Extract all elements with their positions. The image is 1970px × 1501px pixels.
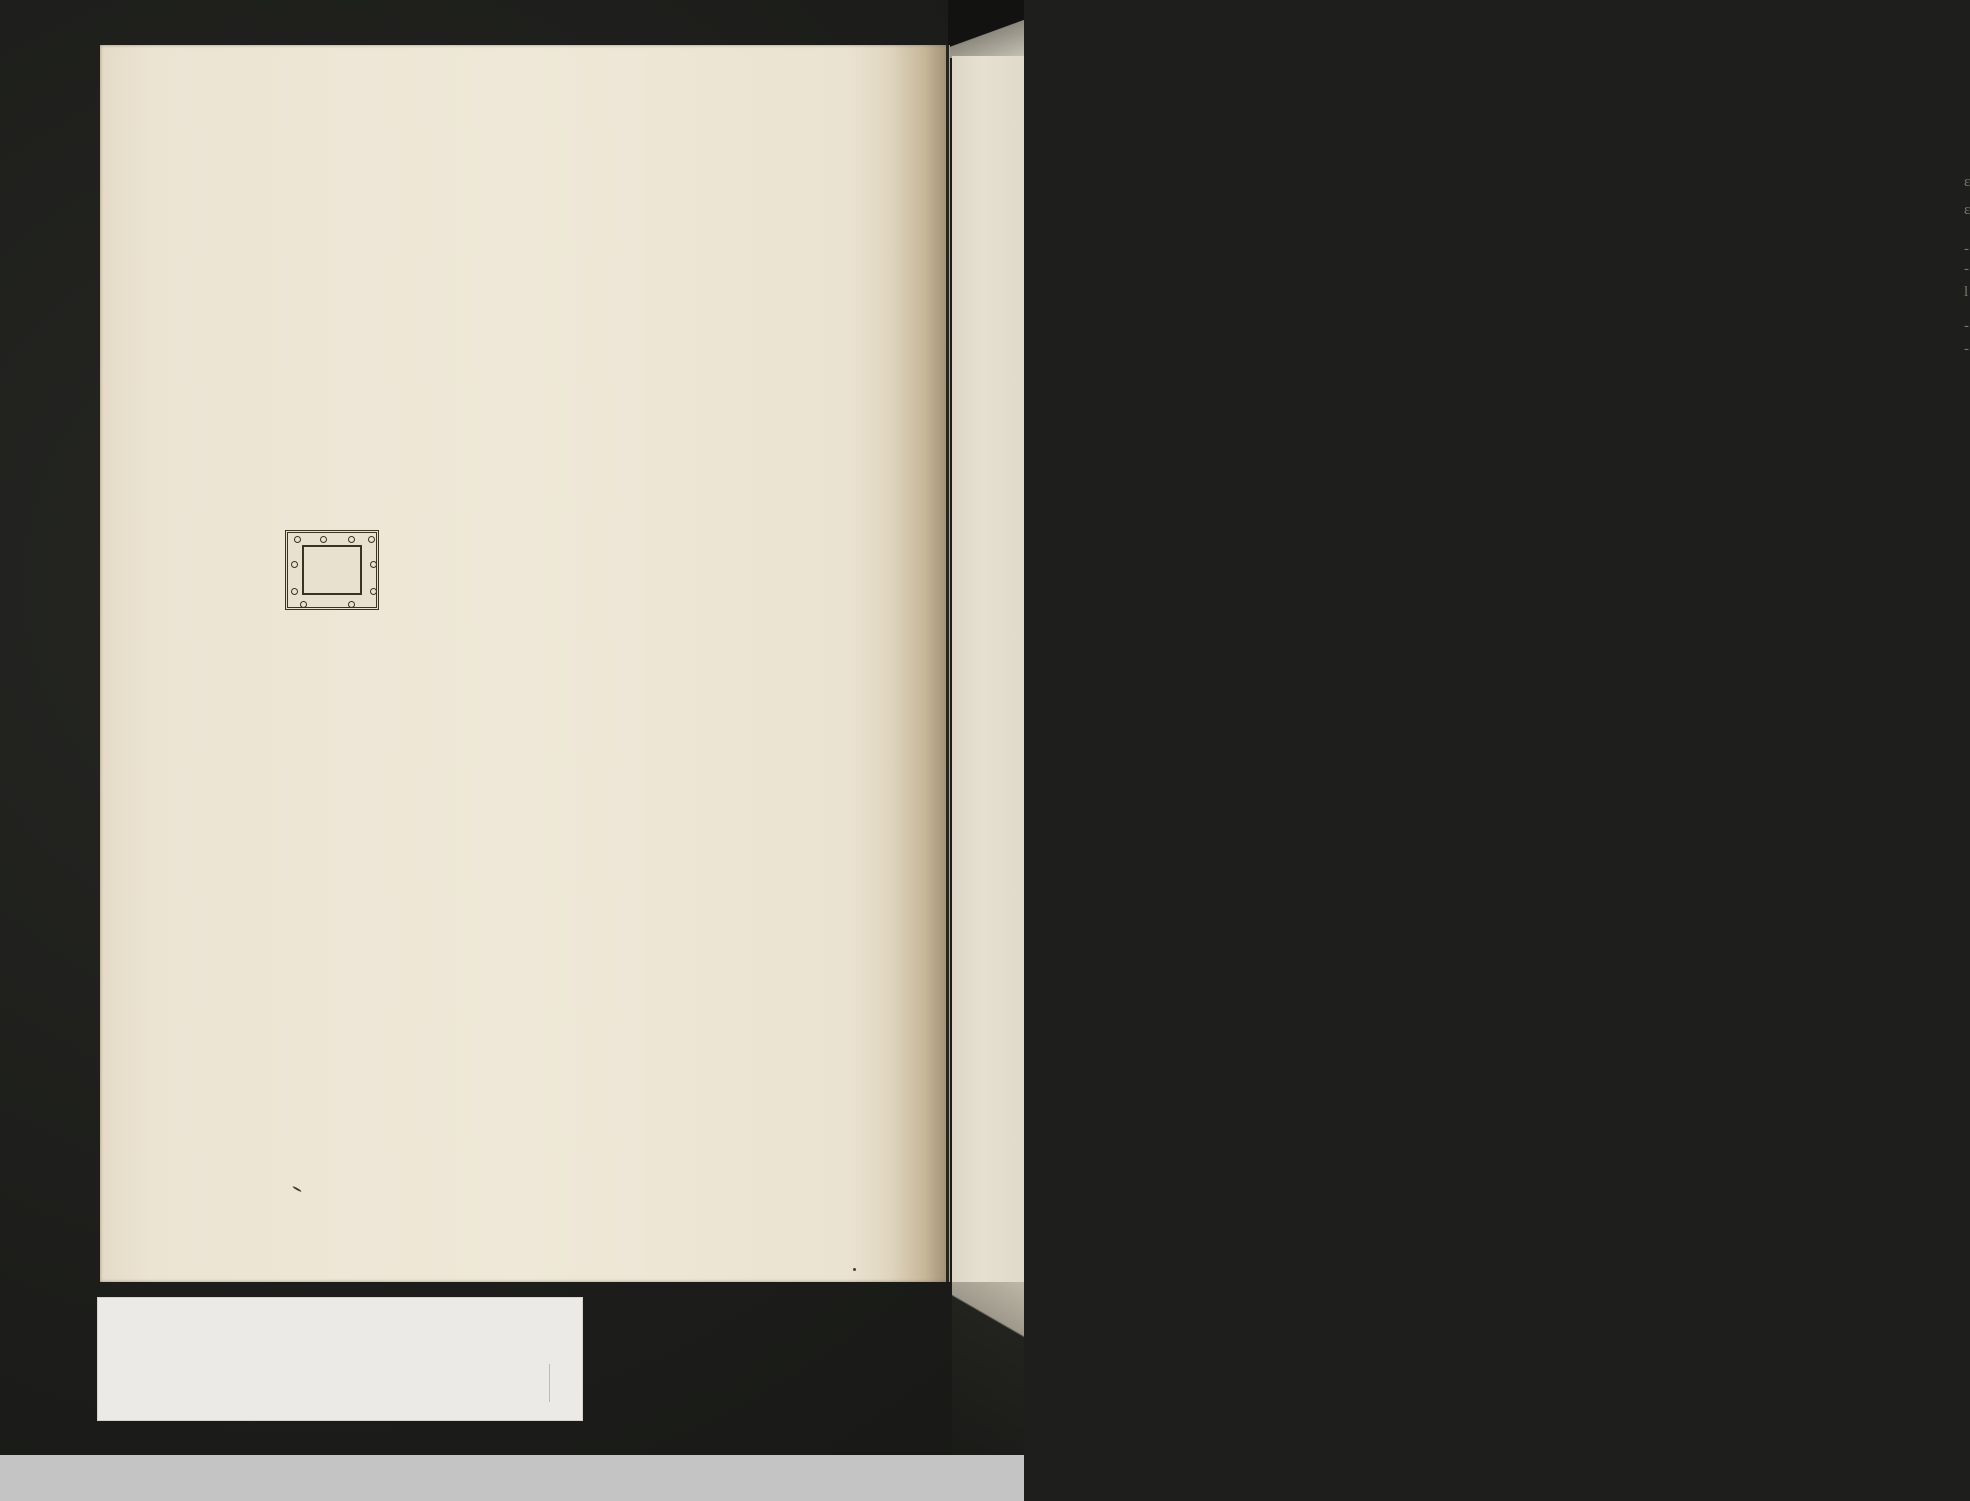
book-page <box>100 45 950 1282</box>
facing-page: ε ε - - l - - <box>952 56 1024 1306</box>
facing-page-bottom <box>952 1282 1024 1455</box>
page-mark <box>853 1268 856 1271</box>
gray-swatch-black <box>490 1364 510 1402</box>
page-gutter <box>890 45 948 1282</box>
hab-logo-icon[interactable] <box>4 1465 44 1495</box>
ruler-scale <box>116 1350 364 1388</box>
gray-swatch-mid <box>510 1364 530 1402</box>
facing-page-shadow <box>948 0 1024 58</box>
running-head <box>258 112 898 144</box>
footer-bar <box>0 1455 1024 1501</box>
drop-cap <box>285 530 379 610</box>
drop-cap-letter <box>302 545 362 595</box>
color-reference-card <box>98 1298 582 1420</box>
gray-swatch-white <box>530 1364 550 1402</box>
book-spine <box>946 45 949 1282</box>
